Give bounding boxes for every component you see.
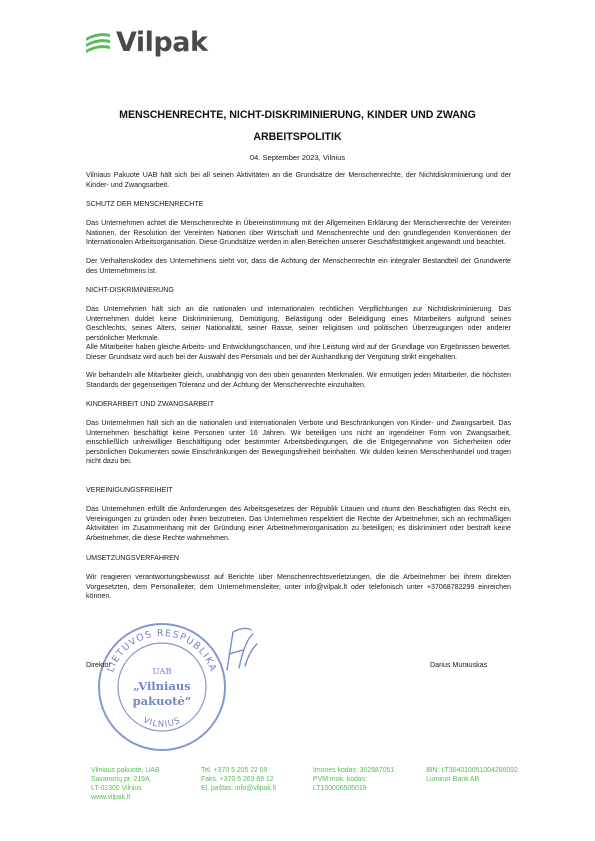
section-heading-child-forced-labour: KINDERARBEIT UND ZWANGSARBEIT — [86, 400, 215, 408]
footer-line: IBN: LT304010051004286092 — [426, 767, 518, 774]
paragraph: Wir behandeln alle Mitarbeiter gleich, unabhängig von den oben genannten Merkmalen. Wir ermutigen jeden Mitarbeiter, die höchsten Standards der gegenseitigen Toleranz und der Achtung der Menschenrechte einzuhalten. — [86, 371, 511, 389]
document-title-line1: MENSCHENRECHTE, NICHT-DISKRIMINIERUNG, KINDER UND ZWANG — [119, 109, 476, 121]
footer-line: PVM mok. kodas: — [313, 775, 367, 783]
footer-company-codes — [313, 767, 394, 794]
footer-line: LT-02300 Vilnius — [91, 784, 142, 792]
logo-wordmark: Vilpak — [116, 27, 208, 58]
signature-name: Darius Murauskas — [430, 661, 488, 669]
svg-text:„Vilniaus: „Vilniaus — [133, 679, 191, 693]
footer-line: Imonės kodas: 302687051 — [313, 767, 395, 774]
paragraph: Das Unternehmen hält sich an die nationalen und internationalen Verbote und Beschränkungen von Kinder- und Zwangsarbeit. Das Unternehmen beschäftigt keine Personen unter 16 Jahren. Wir beteiligen uns nicht an irgendeiner Form von Zwangsarbeit, einschließlich unfreiwilliger Beschäftigung oder bestimmter Arbeitsbedingungen, die die Entgegennahme von Sicherheiten oder persönlichen Dokumenten sowie Einschränkungen der Bewegungsfreiheit beinhalten. Wir dulden keinen Menschenhandel und tragen nicht dazu bei. — [86, 419, 511, 466]
svg-text:VILNIUS: VILNIUS — [141, 715, 183, 730]
footer-line: Savanorių pr. 219A, — [91, 775, 152, 783]
intro-paragraph: Vilniaus Pakuotė UAB hält sich bei all seinen Aktivitäten an die Grundsätze der Menschenrechte, der Nichtdiskriminierung und der Kinder- und Zwangsarbeit. — [86, 171, 511, 189]
footer-line: Luminor Bank AB — [426, 775, 480, 783]
paragraph: Der Verhaltenskodex des Unternehmens sieht vor, dass die Achtung der Menschenrechte ein integraler Bestandteil der Grundwerte des Unternehmens ist. — [86, 257, 511, 275]
footer-contacts — [201, 767, 276, 794]
footer-company-address — [91, 767, 159, 803]
section-heading-freedom-of-association: VEREINIGUNGSFREIHEIT — [86, 486, 173, 494]
paragraph: Das Unternehmen erfüllt die Anforderungen des Arbeitsgesetzes der Republik Litauen und räumt den Beschäftigten das Recht ein, Vereinigungen zu gründen oder ihnen beizutreten. Das Unternehmen respektiert die Rechte der Arbeitnehmer, sich an rechtmäßigen Aktivitäten im Zusammenhang mit der Gründung einer Arbeitnehmerorganisation zu beteiligen; es diskriminiert oder bestraft keine Arbeitnehmer, die diese Rechte wahrnehmen. — [86, 505, 511, 542]
paragraph: Das Unternehmen achtet die Menschenrechte in Übereinstimmung mit der Allgemeinen Erklärung der Menschenrechte der Vereinten Nationen, der Resolution der Vereinten Nationen über Wirtschaft und Menschenrechte und den grundlegenden Konventionen der Internationalen Arbeitsorganisation. Diese Grundsätze werden in allen Bereichen unserer Geschäftstätigkeit angewandt und beachtet. — [86, 219, 511, 247]
logo-stripes-icon — [84, 29, 112, 57]
section-heading-implementation: UMSETZUNGSVERFAHREN — [86, 554, 180, 562]
company-logo — [84, 27, 207, 58]
document-date: 04. September 2023, Vilnius — [249, 153, 346, 162]
footer-line: Vilniaus pakuotė, UAB — [91, 767, 160, 774]
paragraph: Wir reagieren verantwortungsbewusst auf Berichte über Menschenrechtsverletzungen, die die Arbeitnehmer bei ihrem direkten Vorgesetzten, dem Personalleiter, dem Unternehmensleiter, unter info@vilpak.lt oder telefonisch unter +37068782299 einreichen können. — [86, 573, 511, 601]
footer-bank-details — [426, 767, 518, 785]
svg-text:pakuotė“: pakuotė“ — [132, 694, 192, 708]
footer-line: Tel. +370 5 205 22 09 — [201, 767, 268, 774]
paragraph: Alle Mitarbeiter haben gleiche Arbeits- und Entwicklungschancen, und ihre Leistung wird auf der Grundlage von Ergebnissen bewertet. Dieser Grundsatz wird auch bei der Auswahl des Personals und bei der Aushandlung der Vergütung strikt eingehalten. — [86, 343, 511, 361]
signature-role: Direktor — [86, 661, 111, 669]
section-heading-non-discrimination: NICHT-DISKRIMINIERUNG — [86, 286, 174, 294]
paragraph: Das Unternehmen hält sich an die nationalen und internationalen rechtlichen Verpflichtungen zur Nichtdiskriminierung. Das Unternehmen duldet keine Diskriminierung, Demütigung, Belästigung oder Beleidigung eines Mitarbeiters aufgrund seines Geschlechts, seines Alters, seiner Nationalität, seiner Rasse, seiner religiösen und politischen Überzeugungen oder anderer persönlicher Merkmale. — [86, 305, 511, 342]
section-heading-human-rights: SCHUTZ DER MENSCHENRECHTE — [86, 200, 204, 208]
svg-text:UAB: UAB — [152, 667, 172, 677]
handwritten-signature — [205, 620, 265, 685]
svg-text:LIETUVOS RESPUBLIKA: LIETUVOS RESPUBLIKA — [105, 627, 219, 674]
footer-line: Faks. +370 5 263 69 12 — [201, 775, 274, 783]
footer-line: LT100006505019 — [313, 784, 367, 792]
document-title-line2: ARBEITSPOLITIK — [253, 131, 342, 143]
footer-email-link[interactable]: El. paštas: info@vilpak.lt — [201, 784, 277, 792]
footer-website-link[interactable]: www.vilpak.lt — [91, 793, 131, 801]
